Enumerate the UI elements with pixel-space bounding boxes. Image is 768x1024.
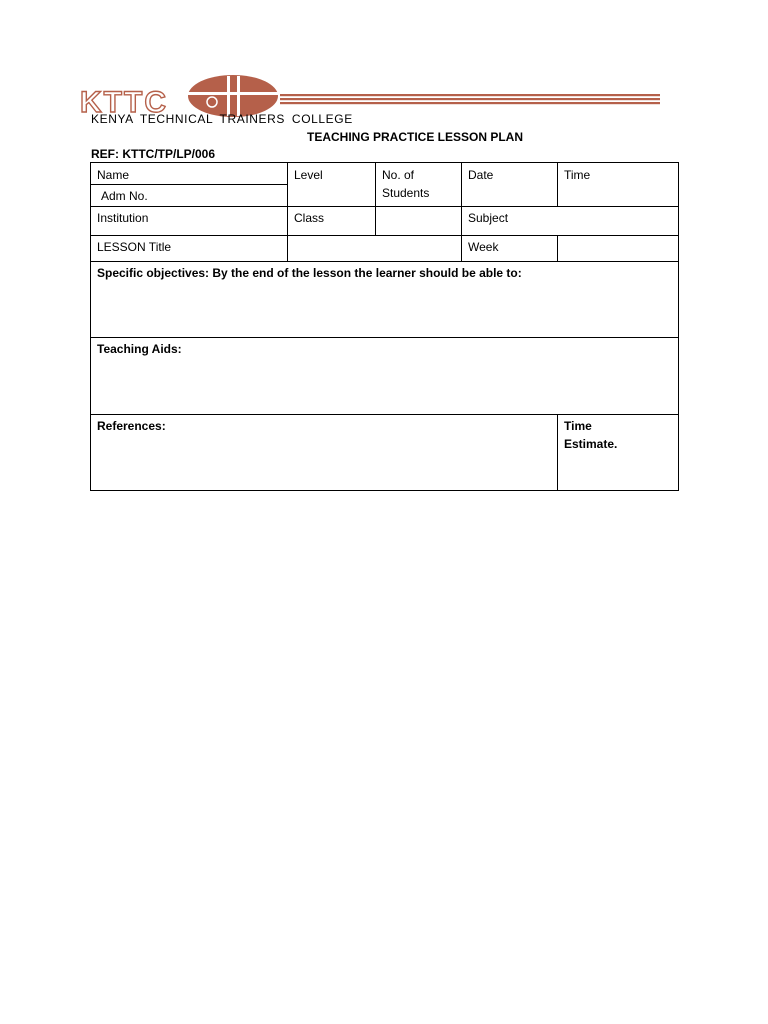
college-name: KENYA TECHNICAL TRAINERS COLLEGE: [91, 112, 353, 126]
references-label: References:: [97, 419, 166, 433]
level-label: Level: [294, 168, 323, 182]
students-label: [376, 163, 461, 205]
column-divider: [557, 235, 558, 261]
teaching-aids-label: Teaching Aids:: [97, 342, 182, 356]
date-label: Date: [468, 168, 494, 182]
name-label: Name: [97, 168, 130, 182]
students-label-line1: No. of: [382, 168, 415, 182]
time-label: Time: [564, 168, 591, 182]
time-estimate-line1: Time: [564, 419, 592, 433]
reference-number: REF: KTTC/TP/LP/006: [91, 147, 216, 161]
subject-label: Subject: [468, 211, 509, 225]
logo-text: KTTC: [80, 86, 168, 118]
time-estimate-line2: Estimate.: [564, 437, 618, 451]
institution-label: Institution: [97, 211, 149, 225]
adm-no-label: Adm No.: [101, 189, 148, 203]
lesson-plan-form: [90, 162, 679, 491]
time-estimate-label: [558, 414, 678, 456]
document-title: TEACHING PRACTICE LESSON PLAN: [306, 130, 523, 144]
objectives-label: Specific objectives: By the end of the lesson the learner should be able to:: [97, 266, 522, 280]
lesson-title-label: LESSON Title: [97, 240, 172, 254]
students-label-line2: Students: [382, 186, 430, 200]
class-label: Class: [294, 211, 325, 225]
week-label: Week: [468, 240, 499, 254]
